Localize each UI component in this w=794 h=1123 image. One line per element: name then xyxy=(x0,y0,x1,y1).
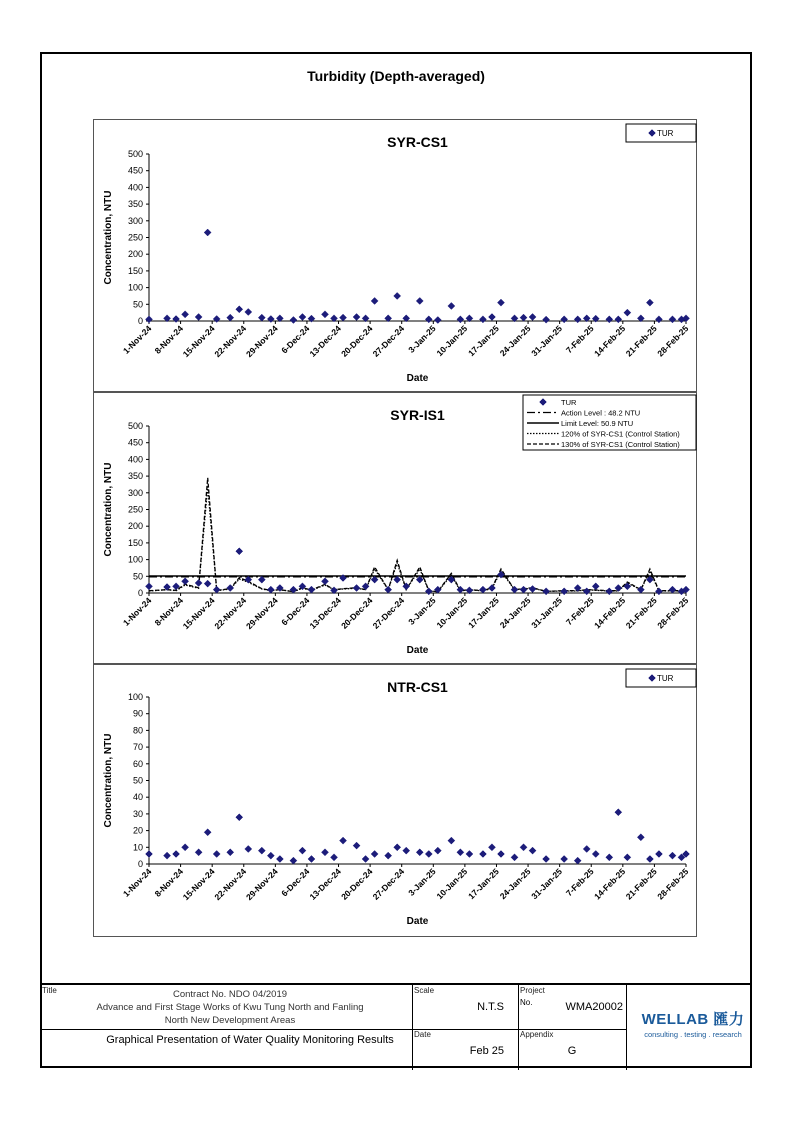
data-point xyxy=(434,847,441,854)
x-tick-label: 17-Jan-25 xyxy=(466,866,501,902)
chart-ntr-cs1 xyxy=(93,664,697,937)
contract-description xyxy=(60,988,400,1027)
y-tick-label: 60 xyxy=(132,758,143,769)
data-point xyxy=(213,586,220,593)
y-tick-label: 350 xyxy=(127,199,143,210)
data-point xyxy=(466,850,473,857)
data-point xyxy=(637,586,644,593)
y-axis-label: Concentration, NTU xyxy=(103,190,114,285)
data-point xyxy=(267,586,274,593)
x-tick-label: 29-Nov-24 xyxy=(243,866,280,903)
y-tick-label: 20 xyxy=(132,825,143,836)
data-point xyxy=(606,854,613,861)
data-point xyxy=(457,316,464,323)
x-tick-label: 24-Jan-25 xyxy=(497,595,533,631)
x-tick-label: 15-Nov-24 xyxy=(180,323,217,360)
x-tick-label: 28-Feb-25 xyxy=(655,595,691,631)
x-tick-label: 3-Jan-25 xyxy=(406,866,438,898)
data-point xyxy=(561,316,568,323)
x-tick-label: 10-Jan-25 xyxy=(434,866,470,902)
data-point xyxy=(425,316,432,323)
x-tick-label: 20-Dec-24 xyxy=(339,866,375,902)
x-tick-label: 22-Nov-24 xyxy=(212,866,249,903)
data-point xyxy=(371,297,378,304)
data-point xyxy=(606,316,613,323)
data-point xyxy=(340,314,347,321)
data-point xyxy=(574,316,581,323)
legend-label: Action Level : 48.2 NTU xyxy=(561,408,641,418)
series-line xyxy=(149,478,686,592)
chart-syr-cs1 xyxy=(93,119,697,392)
legend xyxy=(626,669,696,687)
data-point xyxy=(236,306,243,313)
data-point xyxy=(236,548,243,555)
x-tick-label: 28-Feb-25 xyxy=(655,323,691,359)
legend-label: 120% of SYR-CS1 (Control Station) xyxy=(561,429,680,439)
y-tick-label: 300 xyxy=(127,487,143,498)
x-tick-label: 27-Dec-24 xyxy=(370,595,407,631)
date-label: Date xyxy=(414,1030,431,1039)
x-tick-label: 27-Dec-24 xyxy=(370,866,407,902)
x-tick-label: 7-Feb-25 xyxy=(563,866,596,899)
data-point xyxy=(258,847,265,854)
x-tick-label: 1-Nov-24 xyxy=(120,595,154,628)
x-tick-label: 31-Jan-25 xyxy=(529,595,565,631)
data-point xyxy=(394,844,401,851)
x-tick-label: 14-Feb-25 xyxy=(592,866,628,902)
legend-label: TUR xyxy=(657,129,674,138)
x-tick-label: 6-Dec-24 xyxy=(279,323,312,356)
data-point xyxy=(182,311,189,318)
data-point xyxy=(655,850,662,857)
x-tick-label: 7-Feb-25 xyxy=(563,323,596,356)
y-tick-label: 100 xyxy=(127,554,143,565)
x-tick-label: 20-Dec-24 xyxy=(339,323,375,359)
data-point xyxy=(236,814,243,821)
data-point xyxy=(258,314,265,321)
title-label: Title xyxy=(42,986,57,995)
data-point xyxy=(655,588,662,595)
y-tick-label: 250 xyxy=(127,504,143,515)
legend-label: TUR xyxy=(657,674,674,683)
data-point xyxy=(146,316,153,323)
legend-label: TUR xyxy=(561,398,577,407)
y-tick-label: 40 xyxy=(132,792,143,803)
x-tick-label: 13-Dec-24 xyxy=(307,866,343,902)
scale-value: N.T.S xyxy=(477,1001,504,1013)
data-point xyxy=(520,586,527,593)
title-cell xyxy=(40,985,412,1029)
data-point xyxy=(308,586,315,593)
appendix-cell xyxy=(518,1029,626,1070)
data-point xyxy=(529,585,536,592)
data-point xyxy=(182,844,189,851)
scale-label: Scale xyxy=(414,986,435,995)
data-point xyxy=(425,850,432,857)
y-tick-label: 200 xyxy=(127,521,143,532)
data-point xyxy=(624,309,631,316)
y-tick-label: 0 xyxy=(137,588,143,598)
y-tick-label: 50 xyxy=(132,299,143,310)
legend xyxy=(523,395,696,450)
data-point xyxy=(385,586,392,593)
data-point xyxy=(227,314,234,321)
data-point xyxy=(362,855,369,862)
data-point xyxy=(606,588,613,595)
data-point xyxy=(520,844,527,851)
x-tick-label: 14-Feb-25 xyxy=(592,323,628,359)
x-tick-label: 31-Jan-25 xyxy=(529,866,565,902)
data-point xyxy=(353,842,360,849)
data-point xyxy=(299,847,306,854)
drawing-title: Graphical Presentation of Water Quality Monitoring Results xyxy=(106,1034,394,1046)
data-point xyxy=(182,578,189,585)
data-point xyxy=(204,829,211,836)
data-point xyxy=(488,584,495,591)
x-tick-label: 10-Jan-25 xyxy=(434,323,470,359)
data-point xyxy=(624,854,631,861)
data-point xyxy=(615,584,622,591)
y-tick-label: 80 xyxy=(132,725,143,736)
x-tick-label: 29-Nov-24 xyxy=(243,323,280,360)
x-tick-label: 8-Nov-24 xyxy=(152,323,186,356)
data-point xyxy=(448,302,455,309)
scale-cell xyxy=(412,985,518,1029)
page-title: Turbidity (Depth-averaged) xyxy=(307,68,485,84)
data-point xyxy=(321,849,328,856)
chart-svg xyxy=(94,393,698,665)
data-point xyxy=(561,855,568,862)
project-no-label: No. xyxy=(520,998,533,1007)
data-point xyxy=(655,316,662,323)
project-cell xyxy=(518,985,626,1029)
y-tick-label: 10 xyxy=(132,842,143,853)
appendix-value: G xyxy=(567,1045,577,1057)
data-point xyxy=(340,837,347,844)
data-point xyxy=(245,308,252,315)
data-point xyxy=(592,583,599,590)
data-point xyxy=(488,844,495,851)
data-point xyxy=(448,837,455,844)
data-point xyxy=(195,579,202,586)
data-point xyxy=(479,586,486,593)
y-tick-label: 0 xyxy=(137,859,143,869)
data-point xyxy=(371,850,378,857)
data-point xyxy=(646,299,653,306)
data-point xyxy=(615,809,622,816)
data-point xyxy=(592,850,599,857)
contract-line: Advance and First Stage Works of Kwu Tung North and Fanling xyxy=(96,1002,364,1013)
x-tick-label: 22-Nov-24 xyxy=(212,595,249,632)
data-point xyxy=(195,849,202,856)
data-point xyxy=(213,850,220,857)
data-point xyxy=(583,588,590,595)
y-tick-label: 150 xyxy=(127,265,143,276)
y-tick-label: 500 xyxy=(127,421,143,431)
x-tick-label: 13-Dec-24 xyxy=(307,595,343,631)
x-tick-label: 31-Jan-25 xyxy=(529,323,565,359)
chart-svg xyxy=(94,665,698,938)
x-tick-label: 15-Nov-24 xyxy=(180,866,217,903)
x-tick-label: 10-Jan-25 xyxy=(434,595,470,631)
data-point xyxy=(646,855,653,862)
x-tick-label: 3-Jan-25 xyxy=(406,323,438,355)
legend xyxy=(626,124,696,142)
x-tick-label: 7-Feb-25 xyxy=(563,595,596,628)
x-axis-label: Date xyxy=(406,373,429,384)
data-point xyxy=(204,229,211,236)
data-point xyxy=(227,849,234,856)
data-point xyxy=(488,313,495,320)
x-tick-label: 24-Jan-25 xyxy=(497,323,533,359)
data-point xyxy=(543,316,550,323)
y-tick-label: 200 xyxy=(127,249,143,260)
x-axis-label: Date xyxy=(406,645,429,656)
y-tick-label: 50 xyxy=(132,775,143,786)
date-cell xyxy=(412,1029,518,1070)
x-axis-label: Date xyxy=(406,916,429,927)
y-tick-label: 300 xyxy=(127,215,143,226)
data-point xyxy=(511,854,518,861)
data-point xyxy=(615,316,622,323)
data-point xyxy=(164,852,171,859)
x-tick-label: 28-Feb-25 xyxy=(655,866,691,902)
x-tick-label: 24-Jan-25 xyxy=(497,866,533,902)
contract-line: Contract No. NDO 04/2019 xyxy=(172,989,288,1000)
data-point xyxy=(227,584,234,591)
data-point xyxy=(561,588,568,595)
data-point xyxy=(520,314,527,321)
x-tick-label: 21-Feb-25 xyxy=(623,323,659,359)
y-tick-label: 70 xyxy=(132,742,143,753)
data-point xyxy=(529,847,536,854)
y-tick-label: 400 xyxy=(127,454,143,465)
data-point xyxy=(416,849,423,856)
y-axis-label: Concentration, NTU xyxy=(103,733,114,828)
x-tick-label: 20-Dec-24 xyxy=(339,595,375,631)
data-point xyxy=(583,845,590,852)
data-point xyxy=(331,854,338,861)
data-point xyxy=(385,852,392,859)
data-point xyxy=(669,852,676,859)
x-tick-label: 17-Jan-25 xyxy=(466,595,501,631)
x-tick-label: 22-Nov-24 xyxy=(212,323,249,360)
data-point xyxy=(479,850,486,857)
chart-title: SYR-IS1 xyxy=(390,407,445,423)
x-tick-label: 27-Dec-24 xyxy=(370,323,407,359)
y-tick-label: 500 xyxy=(127,149,143,159)
y-tick-label: 100 xyxy=(127,692,143,702)
data-point xyxy=(308,855,315,862)
data-point xyxy=(637,834,644,841)
x-tick-label: 13-Dec-24 xyxy=(307,323,343,359)
y-tick-label: 90 xyxy=(132,708,143,719)
date-value: Feb 25 xyxy=(469,1045,504,1057)
logo-tagline: consulting . testing . research xyxy=(644,1030,742,1039)
data-point xyxy=(195,313,202,320)
data-point xyxy=(146,850,153,857)
data-point xyxy=(276,855,283,862)
data-point xyxy=(394,292,401,299)
data-point xyxy=(290,857,297,864)
y-tick-label: 0 xyxy=(137,316,143,326)
data-point xyxy=(669,316,676,323)
x-tick-label: 17-Jan-25 xyxy=(466,323,501,359)
y-tick-label: 400 xyxy=(127,182,143,193)
data-point xyxy=(479,316,486,323)
y-tick-label: 150 xyxy=(127,537,143,548)
project-label: Project xyxy=(520,986,545,995)
contract-line: North New Development Areas xyxy=(164,1015,296,1026)
y-tick-label: 100 xyxy=(127,282,143,293)
data-point xyxy=(543,855,550,862)
data-point xyxy=(321,578,328,585)
project-no: WMA20002 xyxy=(565,1001,623,1013)
x-tick-label: 8-Nov-24 xyxy=(152,866,186,899)
x-tick-label: 21-Feb-25 xyxy=(623,866,659,902)
data-point xyxy=(146,583,153,590)
x-tick-label: 6-Dec-24 xyxy=(279,595,312,628)
data-point xyxy=(290,316,297,323)
x-tick-label: 14-Feb-25 xyxy=(592,595,628,631)
data-point xyxy=(173,850,180,857)
data-point xyxy=(403,847,410,854)
data-point xyxy=(267,852,274,859)
x-tick-label: 29-Nov-24 xyxy=(243,595,280,632)
data-point xyxy=(434,316,441,323)
x-tick-label: 1-Nov-24 xyxy=(120,323,154,356)
data-point xyxy=(204,580,211,587)
legend-label: 130% of SYR-CS1 (Control Station) xyxy=(561,440,680,449)
appendix-label: Appendix xyxy=(520,1030,554,1039)
x-tick-label: 15-Nov-24 xyxy=(180,595,217,632)
data-point xyxy=(669,586,676,593)
x-tick-label: 6-Dec-24 xyxy=(279,866,312,899)
data-point xyxy=(245,845,252,852)
y-tick-label: 350 xyxy=(127,471,143,482)
x-tick-label: 8-Nov-24 xyxy=(152,595,186,628)
y-tick-label: 30 xyxy=(132,808,143,819)
legend-label: Limit Level: 50.9 NTU xyxy=(561,419,634,428)
data-point xyxy=(497,850,504,857)
data-point xyxy=(321,311,328,318)
chart-syr-is1 xyxy=(93,392,697,664)
data-point xyxy=(497,299,504,306)
data-point xyxy=(457,849,464,856)
data-point xyxy=(353,584,360,591)
y-tick-label: 450 xyxy=(127,165,143,176)
chart-title: NTR-CS1 xyxy=(387,679,448,695)
y-axis-label: Concentration, NTU xyxy=(103,462,114,557)
data-point xyxy=(353,313,360,320)
data-point xyxy=(574,857,581,864)
company-logo xyxy=(634,1008,752,1039)
data-point xyxy=(290,586,297,593)
data-point xyxy=(511,586,518,593)
data-point xyxy=(416,297,423,304)
data-point xyxy=(299,313,306,320)
chart-title: SYR-CS1 xyxy=(387,134,448,150)
x-tick-label: 1-Nov-24 xyxy=(120,866,154,899)
x-tick-label: 3-Jan-25 xyxy=(406,595,438,627)
y-tick-label: 450 xyxy=(127,437,143,448)
chart-svg xyxy=(94,120,698,393)
data-point xyxy=(543,588,550,595)
data-point xyxy=(529,313,536,320)
logo-text: WELLAB 匯力 xyxy=(641,1011,745,1028)
y-tick-label: 250 xyxy=(127,232,143,243)
y-tick-label: 50 xyxy=(132,571,143,582)
data-point xyxy=(425,588,432,595)
x-tick-label: 21-Feb-25 xyxy=(623,595,659,631)
